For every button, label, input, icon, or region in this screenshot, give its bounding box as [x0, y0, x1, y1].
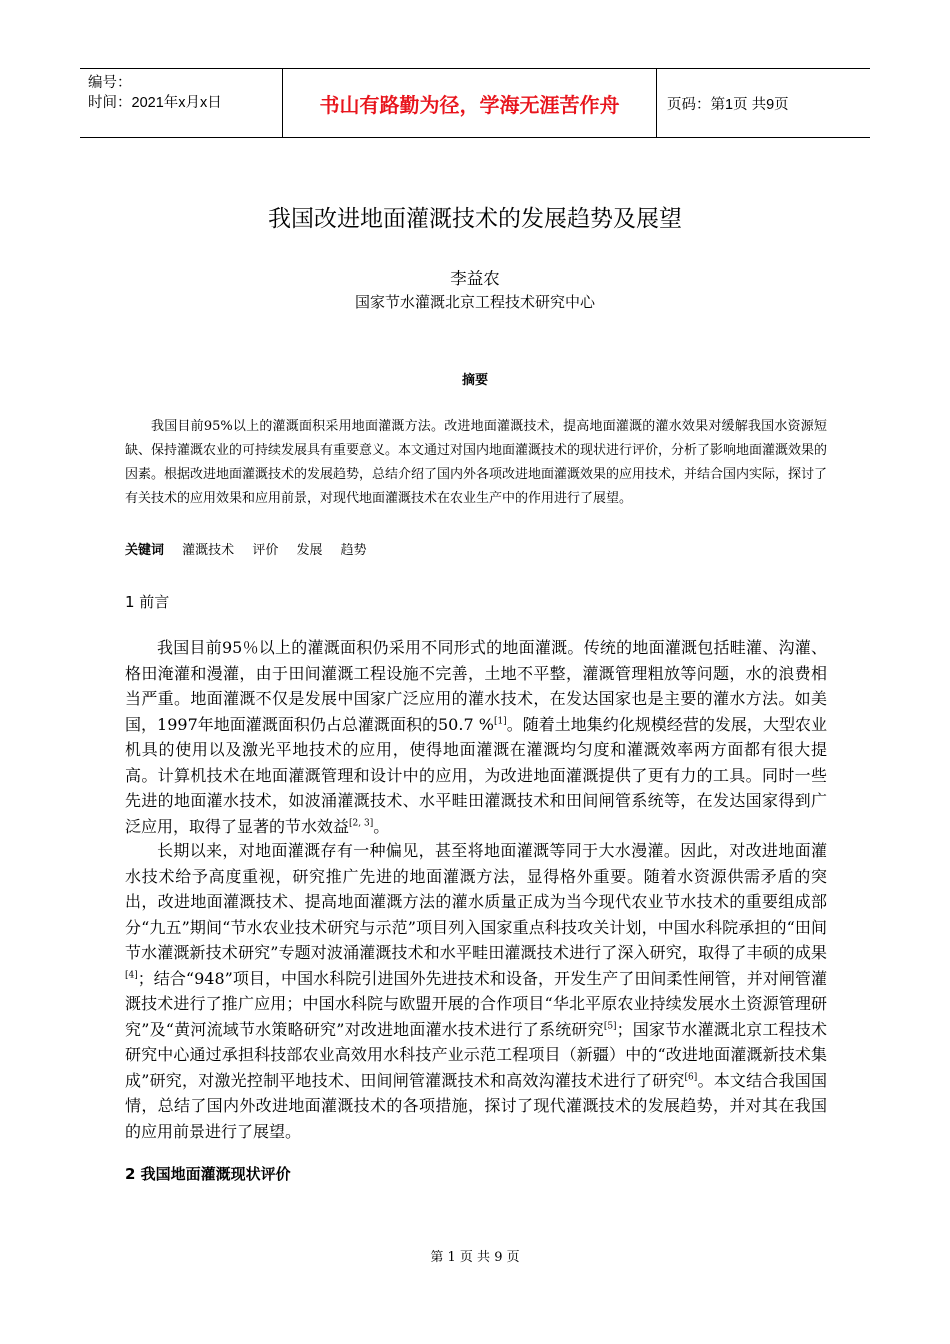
citation-ref: [5]: [603, 1021, 617, 1032]
keywords-line: [125, 539, 381, 563]
section-heading-evaluation: 2 我国地面灌溉现状评价: [125, 1165, 291, 1183]
page-header: [80, 68, 870, 138]
paragraph-text: ；结合“948”项目，中国水科院引进国外先进技术和设备，开发生产了田间柔性闸管，并对闸管灌溉技术进行了推广应用；中国水科院与欧盟开展的合作项目“华北平原农业持续发展水土资源管理研究”及“黄河流域节水策略研究”对改进地面灌水技术进行了系统研究: [125, 968, 827, 1039]
citation-ref: [2, 3]: [349, 818, 374, 829]
paragraph-text: ；国家节水灌溉北京工程技术研究中心通过承担科技部农业高效用水科技产业示范工程项目（新疆）中的“改进地面灌溉新技术集成”研究，对激光控制平地技术、田间闸管灌溉技术和高效沟灌技术进行了研究: [125, 1019, 827, 1090]
keyword-item: 趋势: [340, 543, 367, 558]
paragraph-text: 。随着土地集约化规模经营的发展，大型农业机具的使用以及激光平地技术的应用，使得地面灌溉在灌溉均匀度和灌溉效率两方面都有很大提高。计算机技术在地面灌溉管理和设计中的应用，为改进地面灌溉提供了更有力的工具。同时一些先进的地面灌水技术，如波涌灌溉技术、水平畦田灌溉技术和田间闸管系统等，在发达国家得到广泛应用，取得了显著的节水效益: [125, 714, 827, 836]
abstract-text: 我国目前95%以上的灌溉面积采用地面灌溉方法。改进地面灌溉技术，提高地面灌溉的灌水效果对缓解我国水资源短缺、保持灌溉农业的可持续发展具有重要意义。本文通过对国内地面灌溉技术的现状进行评价，分析了影响地面灌溉效果的因素。根据改进地面灌溉技术的发展趋势，总结介绍了国内外各项改进地面灌溉效果的应用技术，并结合国内实际，探讨了有关技术的应用效果和应用前景，对现代地面灌溉技术在农业生产中的作用进行了展望。: [125, 419, 828, 506]
citation-ref: [4]: [125, 970, 138, 981]
citation-ref: [1]: [493, 716, 507, 727]
paragraph-1: [125, 635, 827, 839]
citation-ref: [6]: [684, 1072, 698, 1083]
author-affiliation: 国家节水灌溉北京工程技术研究中心: [354, 293, 595, 311]
keyword-item: 发展: [296, 543, 323, 558]
paragraph-text: 。: [373, 816, 390, 836]
header-page-info: 页码：第1页 共9页: [667, 96, 789, 113]
header-left-cell: [80, 69, 283, 137]
abstract-heading: 摘要: [461, 373, 488, 388]
keyword-item: 灌溉技术: [182, 543, 235, 558]
paragraph-text: 。本文结合我国国情，总结了国内外改进地面灌溉技术的各项措施，探讨了现代灌溉技术的发展趋势，并对其在我国的应用前景进行了展望。: [125, 1070, 827, 1141]
page-footer: 第 1 页 共 9 页: [430, 1250, 520, 1265]
keyword-item: 评价: [252, 543, 279, 558]
paragraph-text: 长期以来，对地面灌溉存有一种偏见，甚至将地面灌溉等同于大水漫灌。因此，对改进地面灌水技术给予高度重视，研究推广先进的地面灌溉方法，显得格外重要。随着水资源供需矛盾的突出，改进地面灌溉技术、提高地面灌溉方法的灌水质量正成为当今现代农业节水技术的重要组成部分“九五”期间“节水农业技术研究与示范”项目列入国家重点科技攻关计划，中国水科院承担的“田间节水灌溉新技术研究”专题对波涌灌溉技术和水平畦田灌溉技术进行了深入研究，取得了丰硕的成果: [125, 841, 827, 962]
paragraph-text: 我国目前95％以上的灌溉面积仍采用不同形式的地面灌溉。传统的地面灌溉包括畦灌、沟灌、格田淹灌和漫灌，由于田间灌溉工程设施不完善，土地不平整，灌溉管理粗放等问题，水的浪费相当严重。地面灌溉不仅是发展中国家广泛应用的灌水技术，在发达国家也是主要的灌水方法。如美国，1997年地面灌溉面积仍占总灌溉面积的50.7 %: [125, 638, 827, 734]
header-motto: 书山有路勤为径，学海无涯苦作舟: [283, 69, 657, 137]
keywords-label: 关键词: [125, 543, 165, 558]
paragraph-2: [125, 838, 827, 1144]
document-number-label: 编号：: [88, 75, 132, 91]
author-name: 李益农: [450, 269, 500, 288]
document-title: 我国改进地面灌溉技术的发展趋势及展望: [268, 206, 682, 232]
section-heading-introduction: 1 前言: [125, 593, 170, 611]
document-date: 时间：2021年x月x日: [88, 95, 222, 111]
